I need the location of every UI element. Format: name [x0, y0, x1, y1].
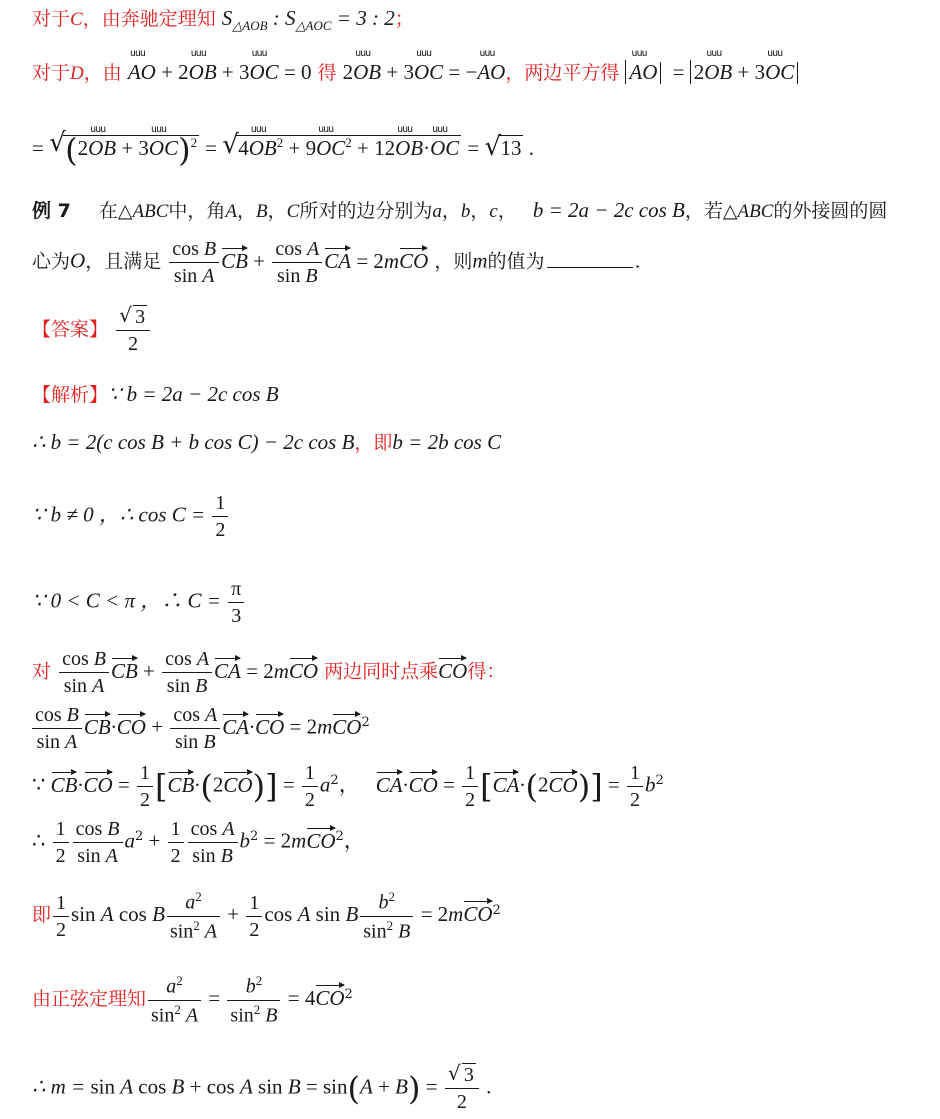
- text-de: 得：: [467, 660, 506, 683]
- math-abs-eq: uuu AO = 2 uuu OB + 3 uuu OC: [625, 62, 804, 84]
- math-result: b = 2b cos C: [392, 430, 502, 454]
- sqrt-1: √ (2 uuu OB + 3 uuu OC)$^2$: [49, 123, 198, 169]
- vector-co: CO: [438, 658, 468, 683]
- text-ji: 即: [32, 904, 52, 927]
- var-d: D: [70, 63, 84, 84]
- var-abc: ABC: [132, 201, 169, 222]
- math-vector-condition: $\frac{\text{cos B}}{\text{sin A}}$ CB + $\frac{\text{cos A}}{\text{sin B}}$ CA = 2mCO: [57, 661, 318, 683]
- text-mid: ，由: [83, 62, 122, 84]
- var-c: c: [489, 201, 498, 222]
- text: 中，角: [168, 200, 226, 222]
- example-label: 例 7: [32, 200, 71, 222]
- math-vector-eq: 2 uuu OB + 3 uuu OC = − uuu AO: [342, 48, 506, 84]
- math-vector-condition: $\frac{\text{cos B}}{\text{sin A}}$ CB + $\frac{\text{cos A}}{\text{sin B}}$ CA = 2mCO: [167, 251, 428, 273]
- sqrt-2: √ 4 uuu $OB^2 + 9$ uuu $OC^2 + 12$ uuu OB· uuu OC: [222, 123, 460, 160]
- var-c-upper: C: [286, 201, 300, 222]
- text-post: ；: [394, 8, 414, 30]
- text-dot-both: 两边同时点乘: [324, 660, 439, 683]
- answer-line: [32, 303, 152, 355]
- sqrt-13: √ 13: [484, 131, 522, 162]
- solution-line-9: 即 $\frac{1}{2}$ sin A cos B $\frac{a^2}{\sin^2 A}$ + $\frac{1}{2}$ cos A sin B $\frac{b^2}{\sin^2 B}$ = 2mCO$^2$: [32, 889, 501, 943]
- solution-line-4: ∵ 0 < C < π ，∴ C = $\frac{\pi}{3}$: [32, 578, 246, 627]
- text: .: [634, 250, 641, 273]
- var-a-upper: A: [225, 201, 238, 222]
- solution-line-10: 由正弦定理知 $\frac{a^2}{\sin^2 A}$ = $\frac{b^2}{\sin^2 B}$ = $4CO^2$: [32, 973, 353, 1027]
- text: 的外接圆的圆: [773, 200, 888, 222]
- math-step: ∴ b = 2(c cos B + b cos C) − 2c cos B: [32, 430, 355, 454]
- solution-line-1: [32, 384, 279, 405]
- text: ，则: [434, 250, 473, 273]
- text: 在△: [98, 200, 133, 222]
- line-3: = √ (2 uuu OB + 3 uuu OC)$^2$ = √ 4 uuu $OB^2 + 9$ uuu $OC^2 + 12$ uuu OB· uuu OC = √ 13 .: [32, 123, 534, 169]
- example-7-line-2: [32, 238, 641, 287]
- text: 所对的边分别为: [299, 200, 433, 222]
- var-abc: ABC: [737, 201, 774, 222]
- example-7-line-1: 例 7 在△ABC中，角A，B，C所对的边分别为a，b，c， b = 2a − 2c cos B，若△ABC的外接圆的圆: [32, 198, 888, 222]
- math-area-ratio: $S_{\triangle AOB}$ : $S_{\triangle AOC} = 3$ : 2: [221, 6, 395, 34]
- text-sine-law: 由正弦定理知: [32, 988, 147, 1011]
- text-de: 得: [317, 62, 337, 84]
- solution-line-11: ∴ m = sin A cos B + cos A sin B = sin(A + B) = √ 3 2 .: [32, 1061, 492, 1113]
- var-b: b: [460, 201, 471, 222]
- line-2: [32, 48, 804, 84]
- var-m: m: [472, 248, 488, 273]
- frac-half: $\frac{1}{2}$: [212, 492, 228, 541]
- var-b-upper: B: [256, 201, 268, 222]
- var-a: a: [432, 201, 442, 222]
- text: ，若△: [684, 200, 738, 222]
- answer-blank: [547, 267, 633, 268]
- math-condition: b = 2a − 2c cos B: [532, 198, 685, 222]
- answer-value: √ 3 2: [116, 306, 150, 355]
- text-dui: 对: [32, 660, 52, 683]
- solution-line-6: $\frac{\text{cos B}}{\text{sin A}}$ CB·CO + $\frac{\text{cos A}}{\text{sin B}}$ CA·CO = 2mCO$^2$: [32, 704, 370, 753]
- text-mid: ，由奔驰定理知: [82, 8, 216, 30]
- text-prefix: 对于: [32, 8, 71, 30]
- text-square-both: ，两边平方得: [505, 62, 620, 84]
- solution-label: 【解析】: [32, 384, 109, 406]
- var-o: O: [70, 248, 86, 273]
- text-prefix: 对于: [32, 62, 71, 84]
- var-c: C: [70, 9, 83, 30]
- frac-pi-3: $\frac{\pi}{3}$: [228, 578, 244, 627]
- math-step: ∵ b = 2a − 2c cos B: [108, 382, 279, 406]
- solution-line-3: ∵ b ≠ 0 ，∴ cos C = $\frac{1}{2}$: [32, 492, 230, 541]
- text: 心为: [32, 250, 71, 273]
- line-1: [32, 8, 414, 32]
- solution-line-2: [32, 432, 501, 453]
- solution-line-5: [32, 648, 505, 697]
- text: 的值为: [487, 250, 545, 273]
- solution-line-8: ∴ $\frac{1}{2}$ $\frac{\text{cos B}}{\text{sin A}}$ $a^2$ + $\frac{1}{2}$ $\frac{\text{cos A}}{\text{sin B}}$ $b^2 = 2mCO^2$，: [32, 818, 365, 867]
- answer-label: 【答案】: [32, 318, 109, 341]
- solution-line-7: ∵ CB·CO = $\frac{1}{2}$ [CB·(2CO)] = $\frac{1}{2}$ $a^2$， CA·CO = $\frac{1}{2}$ [CA·(2CO)] = $\frac{1}{2}$ $b^2$: [32, 762, 664, 811]
- text-ji: ，即: [354, 432, 393, 454]
- text: ，且满足: [85, 250, 162, 273]
- math-vector-sum: uuu AO + 2 uuu OB + 3 uuu OC = 0: [127, 48, 312, 84]
